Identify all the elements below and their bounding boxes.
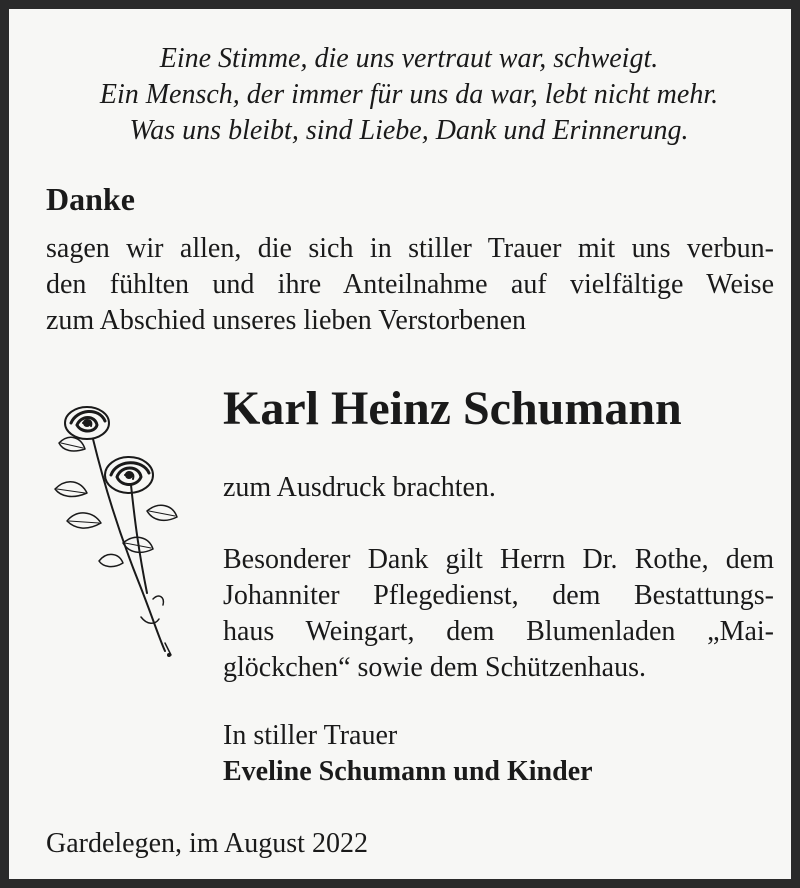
heading: Danke (46, 181, 135, 217)
roses-icon (47, 393, 187, 661)
intro-line: zum Abschied unseres lieben Verstorbenen (46, 305, 527, 336)
special-thanks-line: Besonderer Dank gilt Herrn Dr. Rothe, dem (223, 544, 774, 575)
expression-line (223, 470, 774, 506)
poem-line: Eine Stimme, die uns vertraut war, schweigt. (159, 43, 659, 74)
poem-line: Was uns bleibt, sind Liebe, Dank und Erinnerung. (129, 115, 689, 146)
special-thanks (223, 542, 774, 686)
signature: Eveline Schumann und Kinder (223, 756, 593, 787)
special-thanks-line: Johanniter Pflegedienst, dem Bestattungs- (223, 580, 774, 611)
intro-text (46, 231, 774, 339)
expression-text: zum Ausdruck brachten. (223, 472, 496, 503)
poem-line: Ein Mensch, der immer für uns da war, lebt nicht mehr. (99, 79, 719, 110)
intro-line: sagen wir allen, die sich in stiller Trauer mit uns verbun- (46, 233, 774, 264)
intro-line: den fühlten und ihre Anteilnahme auf vielfältige Weise (46, 269, 774, 300)
place-date: Gardelegen, im August 2022 (46, 828, 368, 859)
poem (18, 41, 800, 149)
deceased-name: Karl Heinz Schumann (223, 382, 682, 435)
closing-phrase: In stiller Trauer (223, 720, 398, 751)
special-thanks-line: glöckchen“ sowie dem Schützenhaus. (223, 652, 646, 683)
special-thanks-line: haus Weingart, dem Blumenladen „Mai- (223, 616, 774, 647)
